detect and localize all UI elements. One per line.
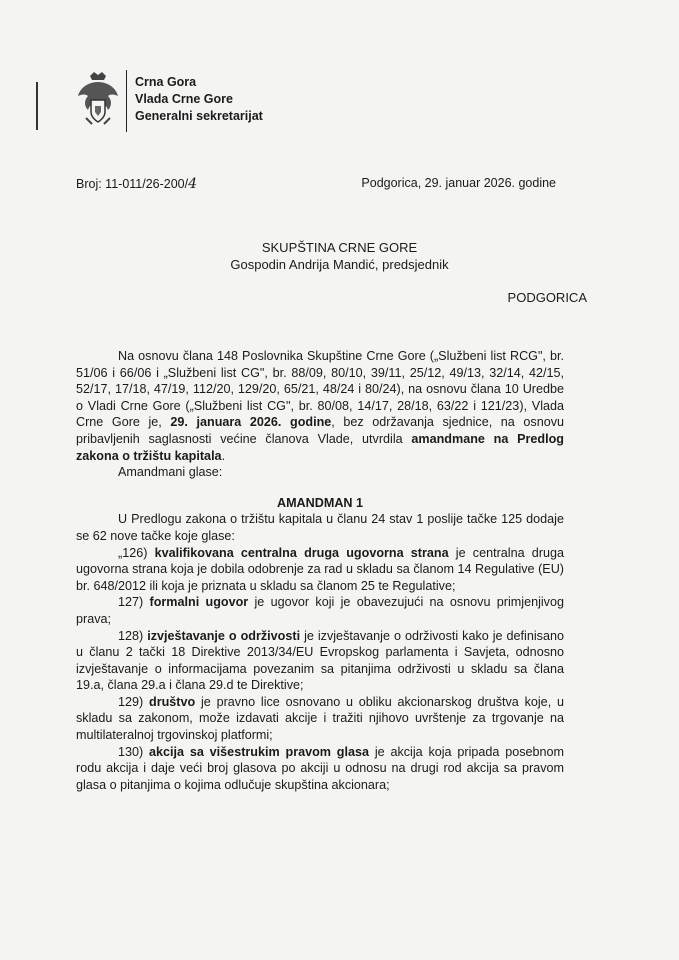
government-name: Vlada Crne Gore <box>135 92 233 106</box>
handwritten-suffix: 4 <box>188 176 198 192</box>
amendment-lead: U Predlogu zakona o tržištu kapitala u članu 24 stav 1 poslije tačke 125 dodaje se 62 nove tačke koje glase: <box>76 512 564 543</box>
definition-item: 130) akcija sa višestrukim pravom glasa je akcija koja pripada posebnom rodu akcija i daje veći broj glasova po akciji u odnosu na drugi rod akcija sa pravom glasa o pitanjima o kojima odlučuje skupština akcionara; <box>76 744 565 792</box>
definition-item: „126) kvalifikovana centralna druga ugovorna strana je centralna druga ugovorna strana koja je dobila odobrenje za rad u skladu sa članom 14 Regulative (EU) br. 648/2012 ili koja je priznata u skladu sa članom 25 te Regulative; <box>76 545 564 593</box>
letterhead-divider <box>126 70 127 132</box>
letterhead <box>74 70 263 132</box>
decision-subject: amandmane na Predlog zakona o tržištu kapitala <box>76 431 564 463</box>
reference-number: Broj: 11-011/26-200/4 <box>76 176 198 192</box>
coat-of-arms-icon <box>74 70 122 128</box>
document-body <box>76 348 564 793</box>
recipient-city: PODGORICA <box>507 290 587 305</box>
document-date: Podgorica, 29. januar 2026. godine <box>361 176 556 190</box>
country-name: Crna Gora <box>135 75 197 89</box>
amendment-title: AMANDMAN 1 <box>276 495 364 510</box>
definition-item: 127) formalni ugovor je ugovor koji je obavezujući na osnovu primjenjivog prava; <box>76 595 564 626</box>
recipient-institution: SKUPŠTINA CRNE GORE <box>261 240 418 255</box>
intro-paragraph: Na osnovu člana 148 Poslovnika Skupštine Crne Gore („Službeni list RCG", br. 51/06 i 66/06 i „Službeni list CG", br. 88/09, 80/10, 39/11, 25/12, 49/13, 32/14, 42/15, 52/17, 17/18, 47/19, 112/20, 129/20, 65/21, 48/24 i 80/24), na osnovu člana 10 Uredbe o Vladi Crne Gore („Službeni list CG", br. 80/08, 14/17, 28/18, 63/22 i 121/23), Vlada Crne Gore je, 29. januara 2026. godine, bez održavanja sjednice, na osnovu pribavljenih saglasnosti većine članova Vlade, utvrdila amandmane na Predlog zakona o tržištu kapitala. <box>76 349 565 463</box>
definition-item: 129) društvo je pravno lice osnovano u obliku akcionarskog društva koje, u skladu sa zakonom, može izdavati akcije i tražiti njihovo uvrštenje za trgovanje na multilateralnoj trgovinskoj platformi; <box>76 694 564 743</box>
definition-item: 128) izvještavanje o održivosti je izvještavanje o održivosti kako je definisano u članu 2 tački 18 Direktive 2013/34/EU Evropskog parlamenta i Savjeta, odnosno izvještavanje o informacijama povezanim sa pitanjima održivosti u skladu sa člana 19.a, člana 29.a i člana 29.d te Direktive; <box>76 628 564 693</box>
recipient-person: Gospodin Andrija Mandić, predsjednik <box>230 257 449 272</box>
amendments-intro: Amandmani glase: <box>118 465 223 480</box>
letterhead-text <box>135 70 263 132</box>
secretariat-name: Generalni sekretarijat <box>135 109 263 123</box>
margin-mark <box>36 82 38 130</box>
decision-date: 29. januara 2026. godine <box>170 415 332 430</box>
